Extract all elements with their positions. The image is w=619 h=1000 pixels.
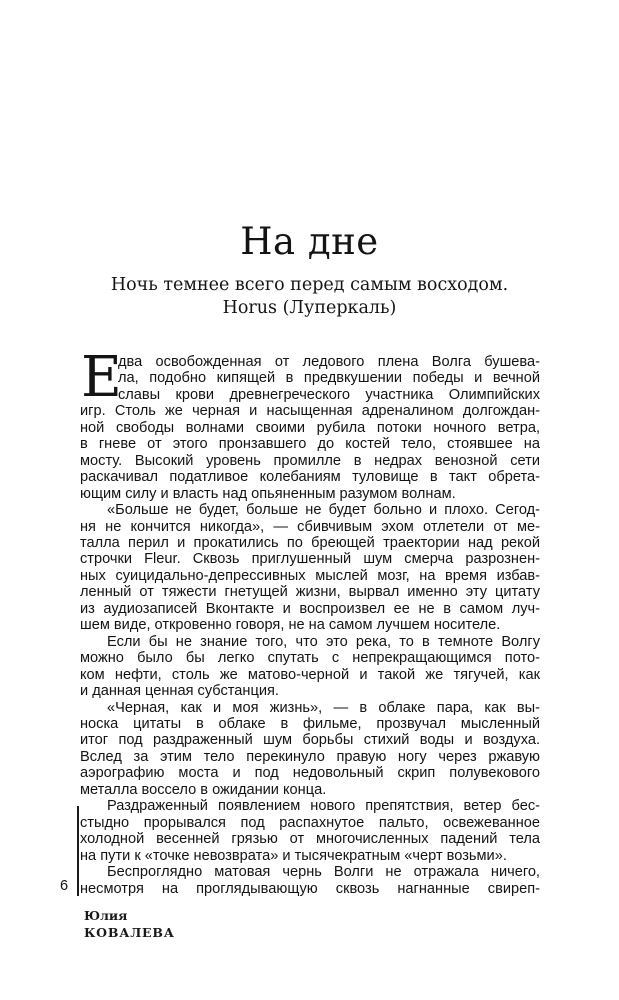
body-line: Вслед за этим тело перекинуло правую ногу через ржавую <box>80 748 540 765</box>
margin-rule <box>77 806 79 896</box>
body-line: два освобожденная от ледового плена Волга бушева- <box>118 354 540 370</box>
body-line: аэрографию моста и под недовольный скрип полувекового <box>80 765 540 782</box>
author-first-name: Юлия <box>84 908 128 923</box>
author-signature <box>84 908 175 941</box>
body-line: ла, подобно кипящей в предвкушении победы и вечной <box>118 370 540 387</box>
body-line: металла воссело в ожидании конца. <box>80 781 327 798</box>
body-line: шем виде, откровенно говоря, не на самом лучшем носителе. <box>80 617 501 634</box>
body-line: ком нефти, столь же матово-черной и такой же тягучей, как <box>80 666 540 683</box>
body-line: ной свободы волнами своими рубила потоки ночного ветра, <box>80 419 540 436</box>
body-line: холодной весенней грязью от многочисленных падений тела <box>80 831 540 848</box>
body-line: ных суицидально-депрессивных мыслей мозг, на время избав- <box>80 567 540 584</box>
body-line: несмотря на проглядывающую сквозь нагнанные свиреп- <box>80 880 540 897</box>
body-line: «Черная, как и моя жизнь», — в облаке пара, как вы- <box>107 699 540 716</box>
body-line: и данная ценная субстанция. <box>80 683 279 700</box>
body-line: игр. Столь же черная и насыщенная адреналином долгождан- <box>80 403 540 420</box>
epigraph <box>0 274 619 320</box>
body-line: Раздраженный появлением нового препятствия, ветер бес- <box>107 798 540 815</box>
author-last-name: КОВАЛЕВА <box>84 924 175 940</box>
body-line: стыдно прорывался под распахнутое пальто, освежеванное <box>80 814 540 831</box>
body-line: ленный от тяжести гнетущей жизни, вырвал именно эту цитату <box>80 584 540 601</box>
body-line: «Больше не будет, больше не будет больно и плохо. Сегод- <box>107 502 540 519</box>
body-line: мосту. Высокий уровень промилле в недрах венозной сети <box>80 452 540 469</box>
epigraph-attribution: Horus (Луперкаль) <box>222 298 397 318</box>
body-line: из аудиозаписей Вконтакте и воспроизвел ее не в самом луч- <box>80 600 540 617</box>
body-line: ня не кончится никогда», — сбивчивым эхом отлетели от ме- <box>80 518 540 535</box>
drop-cap: Е <box>81 345 122 410</box>
page-number: 6 <box>60 878 69 894</box>
body-line: носка цитаты в облаке в фильме, прозвучал мысленный <box>80 715 540 732</box>
body-line: славы крови древнегреческого участника Олимпийских <box>118 386 540 403</box>
body-line: в гневе от этого пронзавшего до костей тело, стоявшее на <box>80 436 540 453</box>
body-line: талла перил и прокатились по бреющей траектории над рекой <box>80 534 540 551</box>
body-line: Беспроглядно матовая чернь Волги не отражала ничего, <box>107 864 540 881</box>
body-line: раскачивал податливое колебаниям туловище в такт обрета- <box>80 469 540 486</box>
body-line: Если бы не знание того, что это река, то в темноте Волгу <box>107 633 540 650</box>
body-line: ющим силу и власть над опьяненным разумом волнам. <box>80 485 456 502</box>
body-line: можно было бы легко спутать с непрекращающимся пото- <box>80 650 540 667</box>
body-text <box>80 345 540 897</box>
body-line: строчки Fleur. Сквозь приглушенный шум смерча разрознен- <box>80 551 540 568</box>
chapter-title: На дне <box>240 220 379 263</box>
body-line: итог под раздраженный шум борьбы стихий воды и воздуха. <box>80 732 540 749</box>
epigraph-text: Ночь темнее всего перед самым восходом. <box>110 275 509 295</box>
body-line: на пути к «точке невозврата» и тысячекратным «черт возьми». <box>80 847 507 864</box>
